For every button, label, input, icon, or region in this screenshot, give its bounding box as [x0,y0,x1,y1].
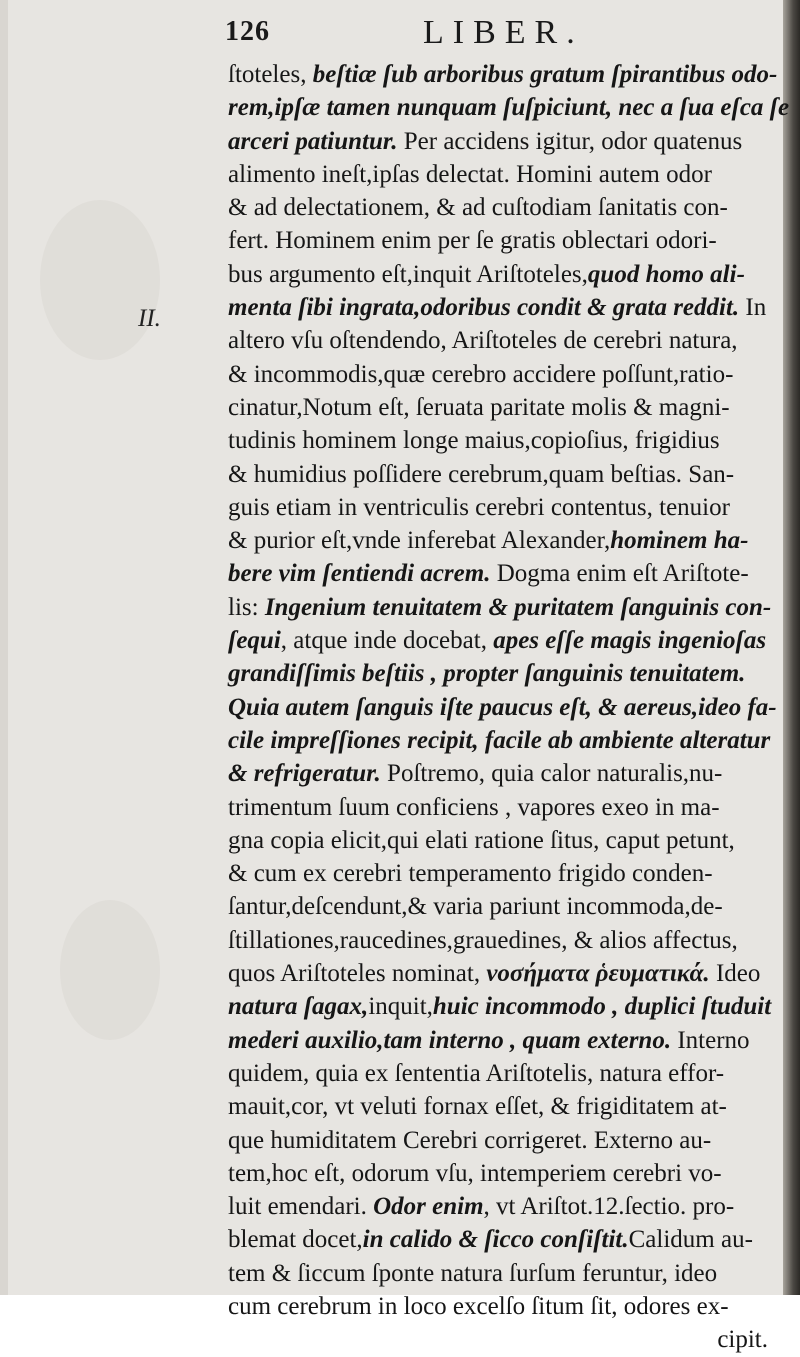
italic-span: bere vim ſentiendi acrem. [228,560,491,588]
text-line [228,691,780,724]
italic-span: cile impreſſiones recipit, facile ab ambiente alteratur [228,726,771,754]
text-line [228,1124,780,1157]
roman-span: alimento ineſt,ipſas delectat. Homini autem odor [228,160,712,188]
text-line [228,657,780,690]
body-text [228,58,790,1357]
roman-span: cum cerebrum in loco excelſo ſitum ſit, odores ex- [228,1292,729,1320]
roman-span: blemat docet, [228,1226,363,1254]
italic-span: hominem ha- [610,527,749,555]
roman-span: tem,hoc eſt, odorum vſu, intemperiem cerebri vo- [228,1159,722,1187]
text-line [228,424,780,457]
roman-span: , atque inde docebat, [280,627,494,655]
text-line [228,1190,780,1223]
roman-span: Poſtremo, quia calor naturalis,nu- [380,760,723,788]
roman-span: mauit,cor, vt veluti fornax eſſet, & frigiditatem at- [228,1093,727,1121]
italic-span: νοσήματα ῥευματικά. [486,960,710,988]
text-line [228,524,780,557]
italic-span: natura ſagax, [228,993,369,1021]
catchword: cipit. [717,1326,768,1354]
page-header [225,14,785,58]
text-line [228,1057,780,1090]
roman-span: ſtoteles, [228,61,313,88]
italic-span: huic incommodo , duplici ſtuduit [432,993,772,1021]
text-line [228,1290,780,1323]
roman-span: Per accidens igitur, odor quatenus [397,127,743,155]
roman-span: trimentum ſuum conficiens , vapores exeo in ma- [228,793,720,821]
text-line [228,58,780,91]
roman-span: Dogma enim eſt Ariſtote- [490,560,749,588]
roman-span: bus argumento eſt,inquit Ariſtoteles, [228,260,588,288]
italic-span: arceri patiuntur. [228,127,398,155]
roman-span: & cum ex cerebri temperamento frigido conden- [228,860,713,888]
italic-span: mederi auxilio,tam interno , quam externo. [228,1026,672,1054]
text-line [228,990,780,1023]
roman-span: inquit, [368,993,433,1021]
roman-span: cinatur,Notum eſt, ſeruata paritate molis & magni- [228,393,730,421]
roman-span: & purior eſt,vnde inferebat Alexander, [228,527,611,555]
roman-span: que humiditatem Cerebri corrigeret. Externo au- [228,1126,712,1154]
roman-span: fert. Hominem enim per ſe gratis oblectari odori- [228,227,717,255]
text-line [228,791,780,824]
text-line [228,458,780,491]
roman-span: & incommodis,quæ cerebro accidere poſſunt,ratio- [228,360,734,388]
text-line [228,557,780,590]
text-line [228,924,780,957]
binding-gutter [783,0,800,1295]
roman-span: luit emendari. [228,1193,374,1221]
roman-span: , vt Ariſtot.12.ſectio. pro- [483,1193,735,1221]
italic-span: apes eſſe magis ingenioſas [493,627,767,655]
text-line [228,1157,780,1190]
text-line [228,824,780,857]
text-line [228,91,790,124]
roman-span: guis etiam in ventriculis cerebri contentus, tenuior [228,493,730,521]
text-line [228,591,780,624]
roman-span: & ad delectationem, & ad cuſtodiam ſanitatis con- [228,194,728,222]
roman-span: & humidius poſſidere cerebrum,quam beſtias. San- [228,460,735,488]
italic-span: Odor enim [373,1193,484,1221]
text-line [228,491,780,524]
roman-span: Calidum au- [628,1226,753,1254]
text-line [228,125,780,158]
italic-span: rem,ipſæ tamen nunquam ſuſpiciunt, nec a ſua eſca ſe [228,94,790,122]
text-line [228,624,780,657]
paper-stain [40,200,160,360]
italic-span: Ingenium tenuitatem & puritatem ſanguinis con- [264,593,772,621]
text-line [228,391,780,424]
roman-span: Interno [671,1026,750,1054]
italic-span: grandiſſimis beſtiis , propter ſanguinis tenuitatem. [228,660,746,688]
text-line [228,857,780,890]
text-line [228,957,780,990]
roman-span: lis: [228,593,265,621]
italic-span: in calido & ſicco conſiſtit. [362,1226,629,1254]
paper-stain [60,900,160,1040]
roman-span: altero vſu oſtendendo, Ariſtoteles de cerebri natura, [228,327,738,355]
roman-span: quidem, quia ex ſententia Ariſtotelis, natura effor- [228,1059,725,1087]
roman-span: gna copia elicit,qui elati ratione ſitus, caput petunt, [228,826,735,854]
roman-span: In [739,294,767,322]
roman-span: tudinis hominem longe maius,copioſius, frigidius [228,427,720,455]
text-line [228,291,780,324]
text-line [228,724,780,757]
margin-note: II. [138,305,161,332]
italic-span: ſequi [228,627,281,655]
text-line [228,324,780,357]
text-line [228,1257,780,1290]
roman-span: Ideo [709,960,761,988]
page-number: 126 [225,16,270,47]
italic-span: beſtiæ ſub arboribus gratum ſpirantibus odo- [312,61,778,88]
italic-span: Quia autem ſanguis iſte paucus eſt, & aereus,ideo fa- [228,693,777,721]
italic-span: & refrigeratur. [228,760,381,788]
text-line [228,224,780,257]
roman-span: ſtillationes,raucedines,grauedines, & alios affectus, [228,926,738,954]
text-line [228,158,780,191]
text-line [228,1223,780,1256]
italic-span: menta ſibi ingrata,odoribus condit & grata reddit. [228,294,740,322]
roman-span: tem & ſiccum ſponte natura ſurſum feruntur, ideo [228,1259,718,1287]
roman-span: quos Ariſtoteles nominat, [228,960,487,988]
italic-span: quod homo ali- [587,260,745,288]
text-line [228,1090,780,1123]
roman-span: ſantur,deſcendunt,& varia pariunt incommoda,de- [228,893,723,921]
text-line [228,1024,780,1057]
running-head: LIBER. [423,14,584,51]
text-line [228,890,780,923]
text-line [228,191,780,224]
text-line [228,757,780,790]
text-line [228,358,780,391]
text-line [228,258,780,291]
